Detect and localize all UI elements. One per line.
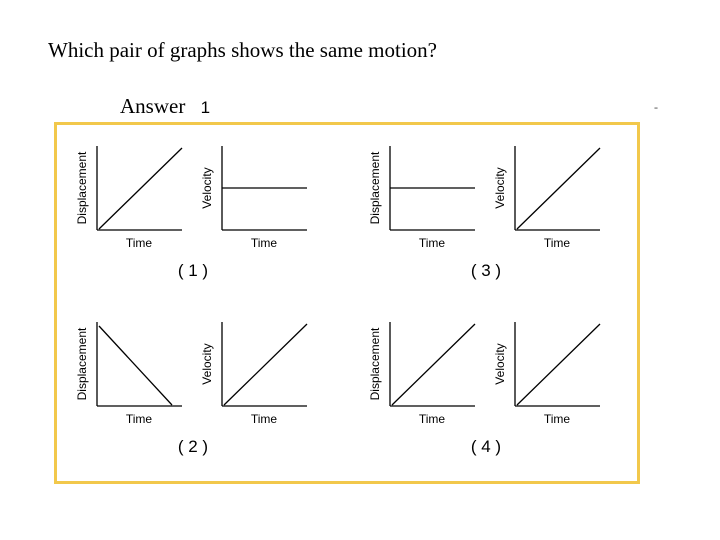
pair-4-number: ( 4 ): [470, 437, 502, 456]
pair-1-left-ylabel: Displacement: [75, 151, 89, 225]
pair-1-left-xlabel: Time: [125, 236, 153, 250]
pair-2-right-xlabel: Time: [543, 236, 571, 250]
pair-1-right-xlabel: Time: [250, 236, 278, 250]
pair-2-left-xlabel: Time: [418, 236, 446, 250]
pair-4-right-xlabel: Time: [543, 412, 571, 426]
pair-3-right-ylabel: Velocity: [200, 343, 214, 385]
pair-3-left-plot-line: [99, 326, 172, 405]
pair-4-left-plot-line: [392, 324, 475, 405]
pair-4-right-plot-line: [517, 324, 600, 405]
pair-3-number: ( 2 ): [177, 437, 209, 456]
pair-2-left-ylabel: Displacement: [368, 151, 382, 225]
pair-1-left-plot-line: [99, 148, 182, 229]
pair-2-right-ylabel: Velocity: [493, 167, 507, 209]
corner-mark: -: [654, 100, 658, 114]
pair-4-left-xlabel: Time: [418, 412, 446, 426]
answer-value: 1: [200, 98, 211, 117]
pair-1-number: ( 1 ): [177, 261, 209, 280]
pair-3-left-ylabel: Displacement: [75, 327, 89, 401]
pair-2-right-plot-line: [517, 148, 600, 229]
answer-label: Answer: [120, 94, 186, 118]
pair-3-right-plot-line: [224, 324, 307, 405]
pair-1-right-ylabel: Velocity: [200, 167, 214, 209]
pair-2-number: ( 3 ): [470, 261, 502, 280]
pair-3-left-xlabel: Time: [125, 412, 153, 426]
pair-3-right-xlabel: Time: [250, 412, 278, 426]
question-text: Which pair of graphs shows the same motion?: [48, 38, 437, 62]
pair-4-right-ylabel: Velocity: [493, 343, 507, 385]
pair-4-left-ylabel: Displacement: [368, 327, 382, 401]
